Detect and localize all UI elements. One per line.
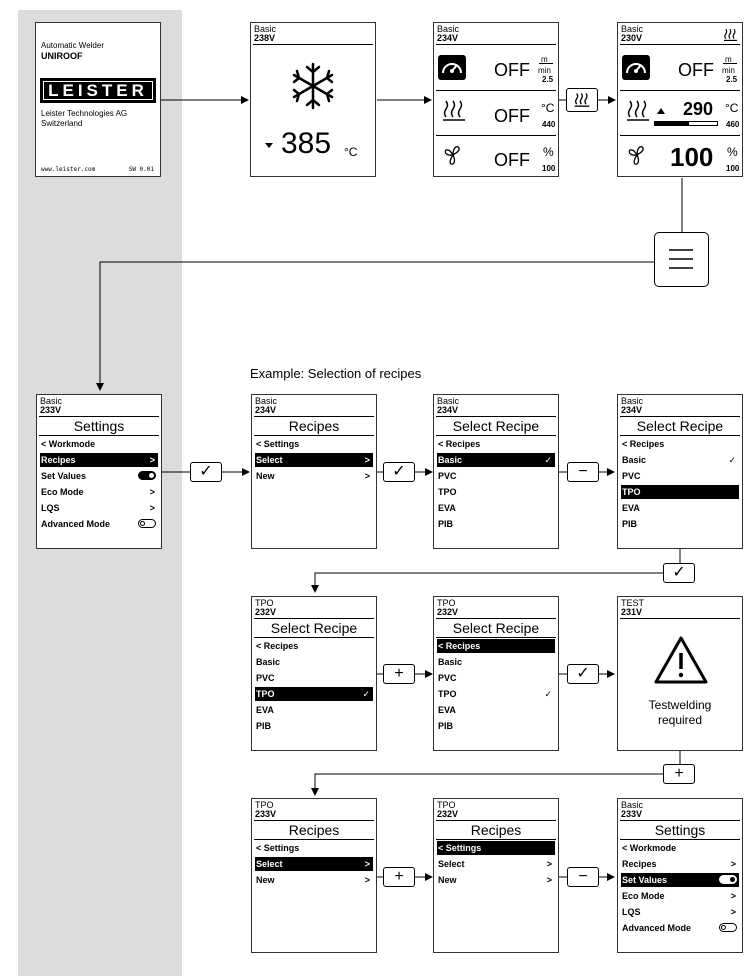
settings-screen: Basic 233V Settings < Workmode Recipes > Set Values Eco Mode > LQS > Advanced Mode — [617, 798, 743, 953]
recipe-item-eva[interactable]: EVA — [438, 705, 456, 715]
recipe-item-tpo[interactable]: TPO ✓ — [438, 689, 552, 699]
air-value: OFF — [494, 150, 530, 170]
recipes-screen: TPO 233V Recipes < Settings Select > New > — [251, 798, 377, 953]
company-country: Switzerland — [41, 119, 83, 128]
menu-item-settings[interactable]: < Settings — [256, 843, 300, 853]
leister-logo: LEISTER — [40, 78, 156, 103]
screen-title: Settings — [654, 822, 706, 838]
menu-item-recipes[interactable]: < Recipes — [622, 439, 665, 449]
recipe-item-pvc[interactable]: PVC — [622, 471, 641, 481]
screen-title: Select Recipe — [452, 418, 540, 434]
plus-button[interactable]: + — [383, 664, 415, 684]
screen-title: Recipes — [288, 822, 340, 838]
menu-item-settings[interactable]: < Settings — [256, 439, 300, 449]
heat-icon — [442, 99, 466, 121]
speed-value: OFF — [678, 60, 714, 80]
check-icon: ✓ — [728, 455, 736, 465]
menu-item-recipes[interactable]: Recipes > — [622, 859, 736, 869]
test-message-line2: required — [657, 713, 703, 727]
warning-icon — [653, 635, 709, 685]
heat-progress-bar — [654, 121, 718, 126]
menu-item-new[interactable]: New > — [256, 875, 370, 885]
menu-item-workmode[interactable]: < Workmode — [622, 843, 677, 853]
menu-item-lqs[interactable]: LQS > — [622, 907, 736, 917]
recipe-item-pib[interactable]: PIB — [256, 721, 272, 731]
confirm-button[interactable]: ✓ — [567, 664, 599, 684]
recipes-screen: Basic 234V Recipes < Settings Select > New > — [251, 394, 377, 549]
recipe-item-eva[interactable]: EVA — [622, 503, 640, 513]
toggle-on-icon[interactable] — [138, 471, 156, 480]
snowflake-icon — [288, 61, 338, 111]
recipe-item-eva[interactable]: EVA — [438, 503, 456, 513]
menu-item-recipes[interactable]: < Recipes — [438, 439, 481, 449]
plus-button[interactable]: + — [663, 764, 695, 784]
confirm-button[interactable]: ✓ — [383, 462, 415, 482]
testwelding-screen: TEST 231V Testwelding required — [617, 596, 743, 751]
check-icon: ✓ — [362, 689, 370, 699]
menu-item-new[interactable]: New > — [438, 875, 552, 885]
speedometer-icon — [438, 55, 466, 80]
test-message-line1: Testwelding — [648, 698, 712, 712]
recipe-item-eva[interactable]: EVA — [256, 705, 274, 715]
speed-value: OFF — [494, 60, 530, 80]
speedometer-icon — [622, 55, 650, 80]
menu-item-advanced-mode[interactable]: Advanced Mode — [40, 517, 158, 531]
menu-item-eco-mode[interactable]: Eco Mode > — [622, 891, 736, 901]
recipe-item-pib[interactable]: PIB — [438, 519, 454, 529]
website: www.leister.com — [41, 166, 96, 173]
recipe-item-pib[interactable]: PIB — [438, 721, 454, 731]
arrow-to-select3 — [315, 573, 663, 592]
screen-title: Recipes — [470, 822, 522, 838]
triangle-up-icon — [657, 108, 665, 114]
heat-icon — [574, 91, 590, 108]
recipe-item-tpo[interactable]: TPO ✓ — [255, 687, 373, 701]
confirm-button[interactable]: ✓ — [663, 563, 695, 583]
menu-item-new[interactable]: New > — [256, 471, 370, 481]
select-recipe-screen: TPO 232V Select Recipe < Recipes Basic PVC TPO ✓ EVA PIB — [433, 596, 559, 751]
recipe-item-pvc[interactable]: PVC — [438, 471, 457, 481]
check-icon: ✓ — [544, 689, 552, 699]
recipes-screen: TPO 232V Recipes < Settings Select > New > — [433, 798, 559, 953]
select-recipe-screen: Basic 234V Select Recipe < Recipes Basic ✓ PVC TPO EVA PIB — [617, 394, 743, 549]
settings-screen: Basic 233V Settings < Workmode Recipes > Set Values Eco Mode > LQS > Advanced Mode — [36, 394, 162, 549]
screen-title: Recipes — [288, 418, 340, 434]
heat-button[interactable] — [566, 88, 598, 112]
menu-item-select[interactable]: Select > — [438, 859, 552, 869]
device-info-screen — [35, 22, 161, 177]
menu-item-advanced-mode[interactable]: Advanced Mode — [621, 921, 739, 935]
menu-item-set-values[interactable]: Set Values — [621, 873, 739, 887]
minus-button[interactable]: − — [567, 462, 599, 482]
heat-value: 290 — [683, 99, 714, 119]
menu-item-eco-mode[interactable]: Eco Mode > — [41, 487, 155, 497]
device-type: Automatic Welder — [41, 41, 104, 50]
recipe-item-tpo[interactable]: TPO — [621, 485, 739, 499]
confirm-button[interactable]: ✓ — [190, 462, 222, 482]
air-value: 100 — [670, 142, 714, 172]
menu-icon — [669, 248, 693, 270]
standby-screen: Basic 234V OFF m min 2.5 OFF °C 440 OFF % 100 — [433, 22, 559, 177]
menu-item-recipes[interactable]: < Recipes — [437, 639, 555, 653]
menu-item-select[interactable]: Select > — [255, 857, 373, 871]
menu-item-lqs[interactable]: LQS > — [41, 503, 155, 513]
recipe-item-basic[interactable]: Basic ✓ — [437, 453, 555, 467]
preheat-screen — [250, 22, 376, 177]
heat-progress-fill — [655, 122, 689, 125]
running-screen: Basic 230V OFF m min 2.5 290 °C 460 100 % 100 — [617, 22, 743, 177]
toggle-on-icon[interactable] — [719, 875, 737, 884]
check-icon: ✓ — [544, 455, 552, 465]
menu-item-recipes[interactable]: < Recipes — [256, 641, 299, 651]
menu-item-select[interactable]: Select > — [255, 453, 373, 467]
fan-icon — [626, 144, 648, 166]
arrow-to-recipes2 — [315, 774, 663, 795]
screen-title: Select Recipe — [636, 418, 724, 434]
preheat-temperature: 385 — [281, 127, 332, 160]
preheat-unit: °C — [344, 145, 358, 159]
recipe-item-pvc[interactable]: PVC — [256, 673, 275, 683]
toggle-off-icon[interactable] — [719, 923, 737, 932]
fan-icon — [442, 144, 464, 166]
screen-header: Basic 238V — [254, 24, 277, 43]
recipe-item-basic[interactable]: Basic — [256, 657, 281, 667]
menu-button[interactable] — [654, 232, 709, 287]
recipe-item-basic[interactable]: Basic ✓ — [622, 455, 736, 465]
menu-item-set-values[interactable]: Set Values — [40, 469, 158, 483]
menu-item-recipes[interactable]: Recipes > — [40, 453, 158, 467]
example-caption: Example: Selection of recipes — [250, 366, 422, 381]
triangle-down-icon — [265, 143, 273, 149]
select-recipe-screen: TPO 232V Select Recipe < Recipes Basic PVC TPO ✓ EVA PIB — [251, 596, 377, 751]
toggle-off-icon[interactable] — [138, 519, 156, 528]
menu-item-workmode[interactable]: < Workmode — [41, 439, 96, 449]
plus-button[interactable]: + — [383, 867, 415, 887]
heat-icon — [626, 99, 650, 121]
screen-title: Select Recipe — [270, 620, 358, 636]
heat-value: OFF — [494, 106, 530, 126]
heat-active-icon — [723, 28, 738, 41]
recipe-item-tpo[interactable]: TPO — [438, 487, 457, 497]
device-model: UNIROOF — [41, 51, 83, 61]
software-version: SW 0.01 — [128, 166, 154, 173]
select-recipe-screen: Basic 234V Select Recipe < Recipes Basic ✓ PVC TPO EVA PIB — [433, 394, 559, 549]
recipe-item-pvc[interactable]: PVC — [438, 673, 457, 683]
recipe-item-basic[interactable]: Basic — [438, 657, 463, 667]
screen-title: Select Recipe — [452, 620, 540, 636]
company-name: Leister Technologies AG — [41, 109, 128, 118]
recipe-item-pib[interactable]: PIB — [622, 519, 638, 529]
screen-title: Settings — [73, 418, 125, 434]
menu-item-settings[interactable]: < Settings — [437, 841, 555, 855]
minus-button[interactable]: − — [567, 867, 599, 887]
